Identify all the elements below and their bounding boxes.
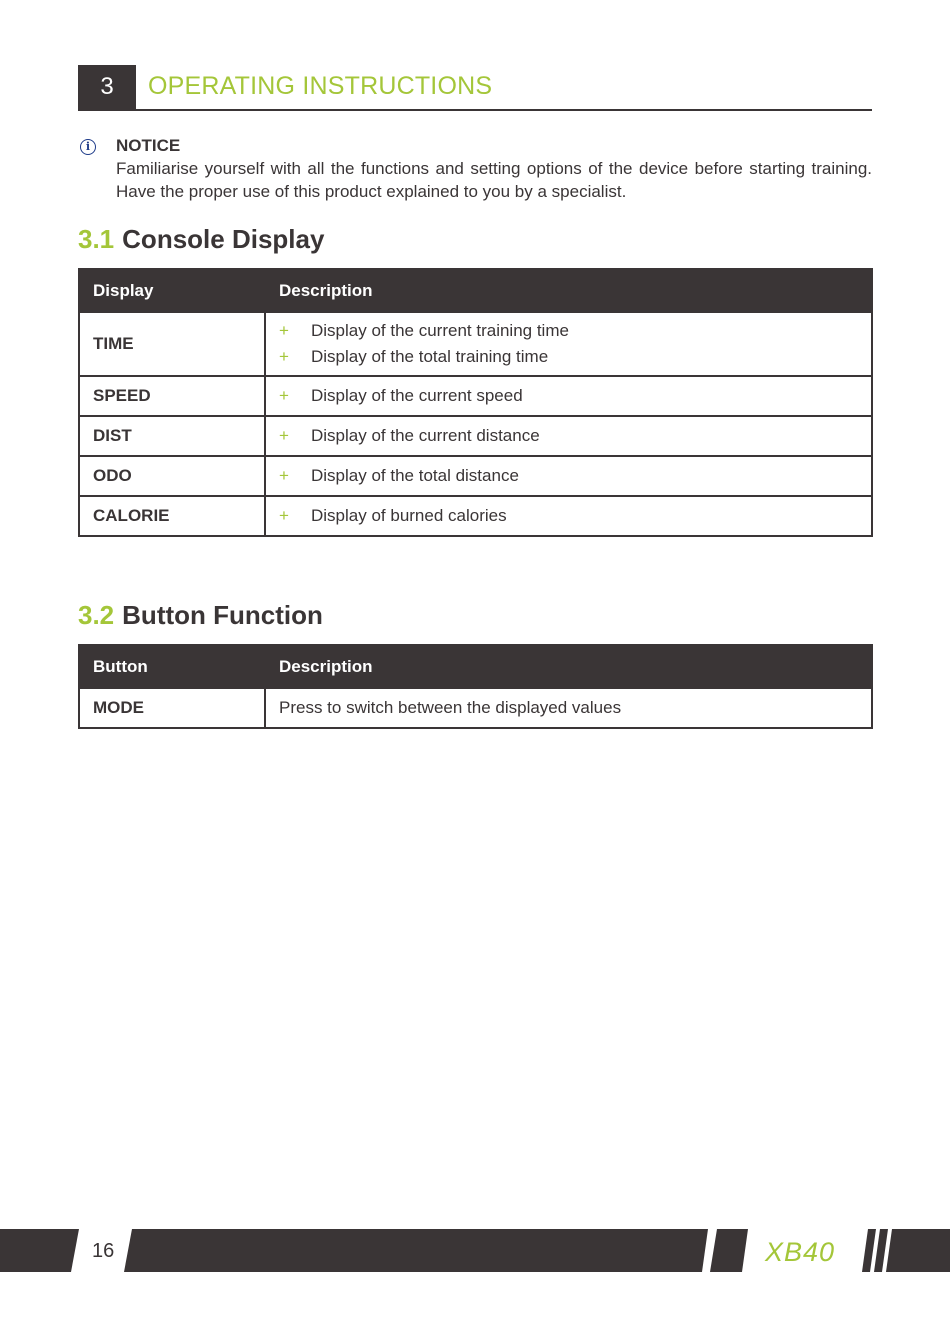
console-display-heading [78,223,324,255]
row-description [265,312,872,376]
table-row [79,496,872,536]
section-number: 3 [78,65,136,109]
button-function-table [78,644,873,729]
column-header-button: Button [79,645,265,688]
item-text: Display of the current distance [311,426,540,445]
row-description [265,456,872,496]
console-display-table [78,268,873,537]
row-key: TIME [79,312,265,376]
section-title: OPERATING INSTRUCTIONS [148,72,493,100]
item-text: Display of the current training time [311,321,569,340]
item-text: Display of the total distance [311,466,519,485]
table-row [79,456,872,496]
row-key: SPEED [79,376,265,416]
plus-icon: + [279,506,289,525]
notice-text: Familiarise yourself with all the functions and setting options of the device before starting training. Have the proper use of this product explained to you by a specialist. [116,159,872,201]
plus-icon: + [279,426,289,445]
row-description [265,376,872,416]
list-item [279,423,858,449]
notice-title: NOTICE [116,136,181,155]
page-number: 16 [92,1240,115,1262]
section-header [78,65,872,111]
heading-number: 3.1 [78,224,115,254]
button-function-heading [78,599,323,631]
column-header-description: Description [265,269,872,312]
list-item [279,463,858,489]
brand-logo: XB40 [765,1237,836,1267]
list-item [279,344,858,370]
plus-icon: + [279,347,289,366]
plus-icon: + [279,321,289,340]
table-header-row [79,269,872,312]
heading-title: Console Display [122,224,325,254]
row-key: ODO [79,456,265,496]
table-row [79,688,872,728]
info-icon: i [80,139,96,155]
table-row [79,376,872,416]
plus-icon: + [279,386,289,405]
table-header-row [79,645,872,688]
row-description [265,416,872,456]
list-item [279,503,858,529]
item-text: Display of the total training time [311,347,549,366]
row-description: Press to switch between the displayed values [265,688,872,728]
item-text: Display of burned calories [311,506,507,525]
row-key: MODE [79,688,265,728]
column-header-description: Description [265,645,872,688]
table-row [79,312,872,376]
table-row [79,416,872,456]
plus-icon: + [279,466,289,485]
row-description [265,496,872,536]
list-item [279,383,858,409]
column-header-display: Display [79,269,265,312]
heading-title: Button Function [122,600,323,630]
item-text: Display of the current speed [311,386,523,405]
heading-number: 3.2 [78,600,115,630]
row-key: CALORIE [79,496,265,536]
list-item [279,318,858,344]
row-key: DIST [79,416,265,456]
